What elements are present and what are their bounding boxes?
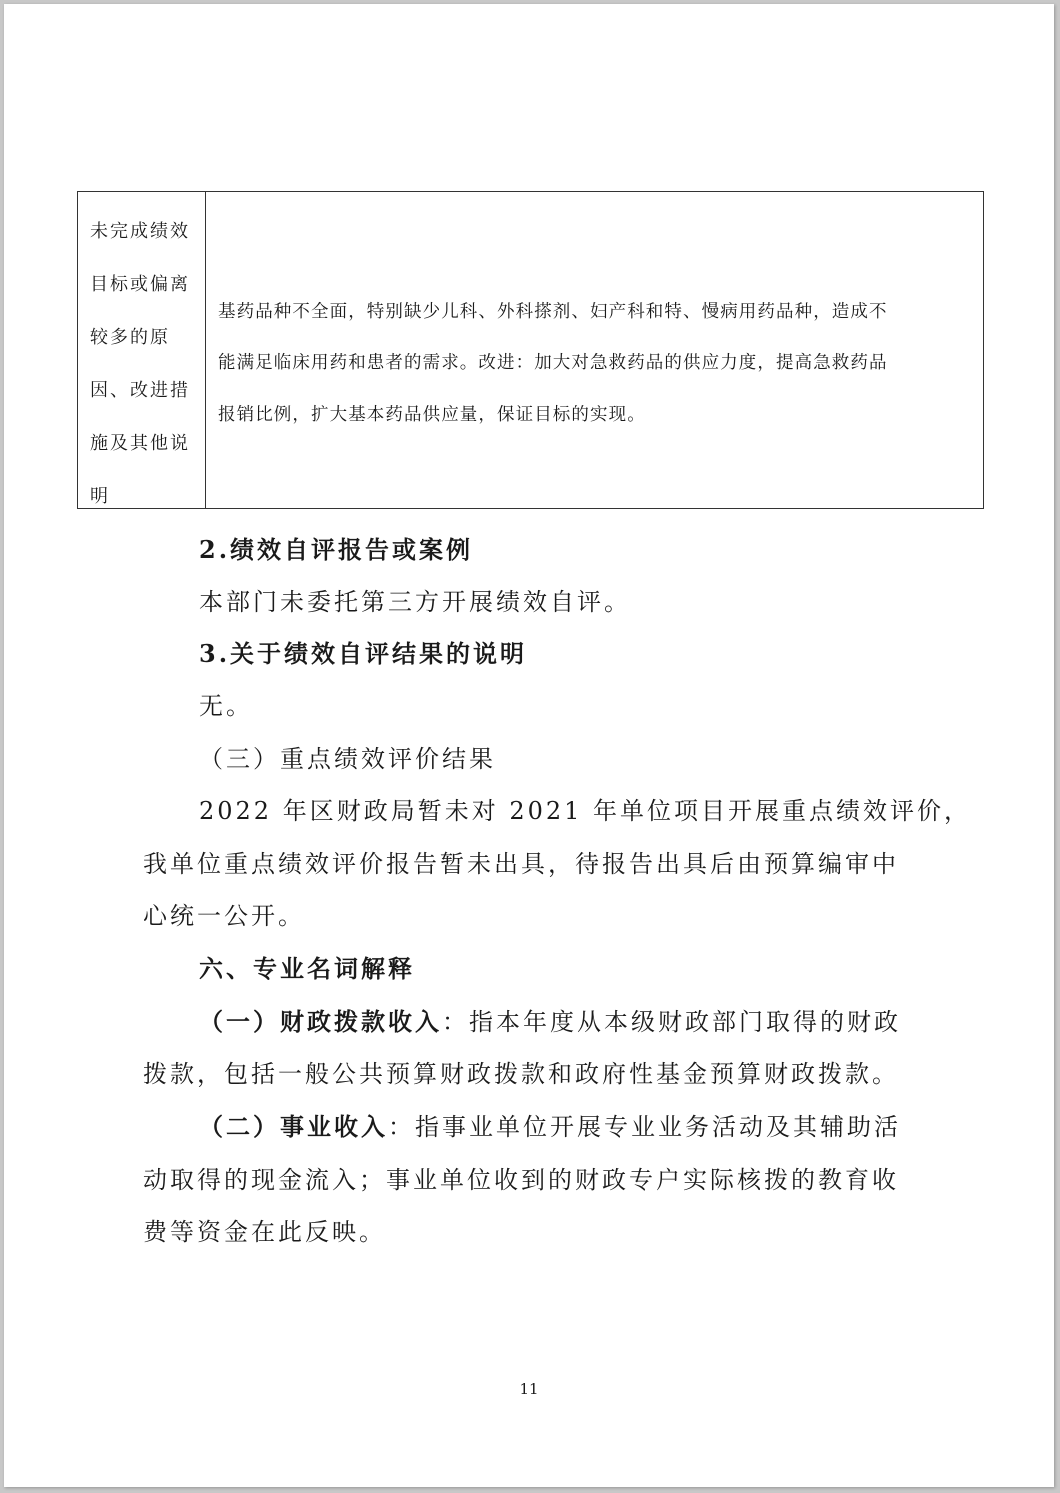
term-2-line xyxy=(199,1107,901,1142)
label-line: 未完成绩效 xyxy=(90,221,190,242)
term-1-definition: ：指本年度从本级财政部门取得的财政 xyxy=(442,1008,901,1036)
section-3-body: 无。 xyxy=(199,692,253,720)
table-content-cell xyxy=(206,192,983,508)
content-line: 能满足临床用药和患者的需求。改进：加大对急救药品的供应力度，提高急救药品 xyxy=(218,353,888,373)
key-evaluation-line: 我单位重点绩效评价报告暂未出具，待报告出具后由预算编审中 xyxy=(143,850,899,878)
page-number: 11 xyxy=(519,1380,539,1398)
table-label-cell xyxy=(78,192,206,508)
label-line: 明 xyxy=(90,486,110,507)
section-2-body: 本部门未委托第三方开展绩效自评。 xyxy=(199,588,631,616)
key-evaluation-line: 2022 年区财政局暂未对 2021 年单位项目开展重点绩效评价， xyxy=(199,797,972,825)
key-evaluation-line: 心统一公开。 xyxy=(143,902,305,930)
content-line: 基药品种不全面，特别缺少儿科、外科搽剂、妇产科和特、慢病用药品种，造成不 xyxy=(218,302,888,322)
performance-table xyxy=(77,191,984,509)
label-line: 施及其他说 xyxy=(90,433,190,454)
label-line: 较多的原 xyxy=(90,327,170,348)
content-line: 报销比例，扩大基本药品供应量，保证目标的实现。 xyxy=(218,405,646,425)
section-2-heading: 2.绩效自评报告或案例 xyxy=(199,535,474,564)
term-2-label: （二）事业收入 xyxy=(199,1112,388,1141)
label-line: 因、改进措 xyxy=(90,380,190,401)
term-2-line: 费等资金在此反映。 xyxy=(143,1218,386,1246)
term-1-line xyxy=(199,1002,901,1037)
term-2-definition: ：指事业单位开展专业业务活动及其辅助活 xyxy=(388,1113,901,1141)
document-page xyxy=(4,4,1054,1487)
term-1-label: （一）财政拨款收入 xyxy=(199,1007,442,1036)
key-evaluation-heading: （三）重点绩效评价结果 xyxy=(199,745,496,773)
term-1-line: 拨款，包括一般公共预算财政拨款和政府性基金预算财政拨款。 xyxy=(143,1060,899,1088)
section-6-heading: 六、专业名词解释 xyxy=(199,954,415,983)
label-line: 目标或偏离 xyxy=(90,274,190,295)
term-2-line: 动取得的现金流入；事业单位收到的财政专户实际核拨的教育收 xyxy=(143,1166,899,1194)
section-3-heading: 3.关于绩效自评结果的说明 xyxy=(199,639,528,668)
